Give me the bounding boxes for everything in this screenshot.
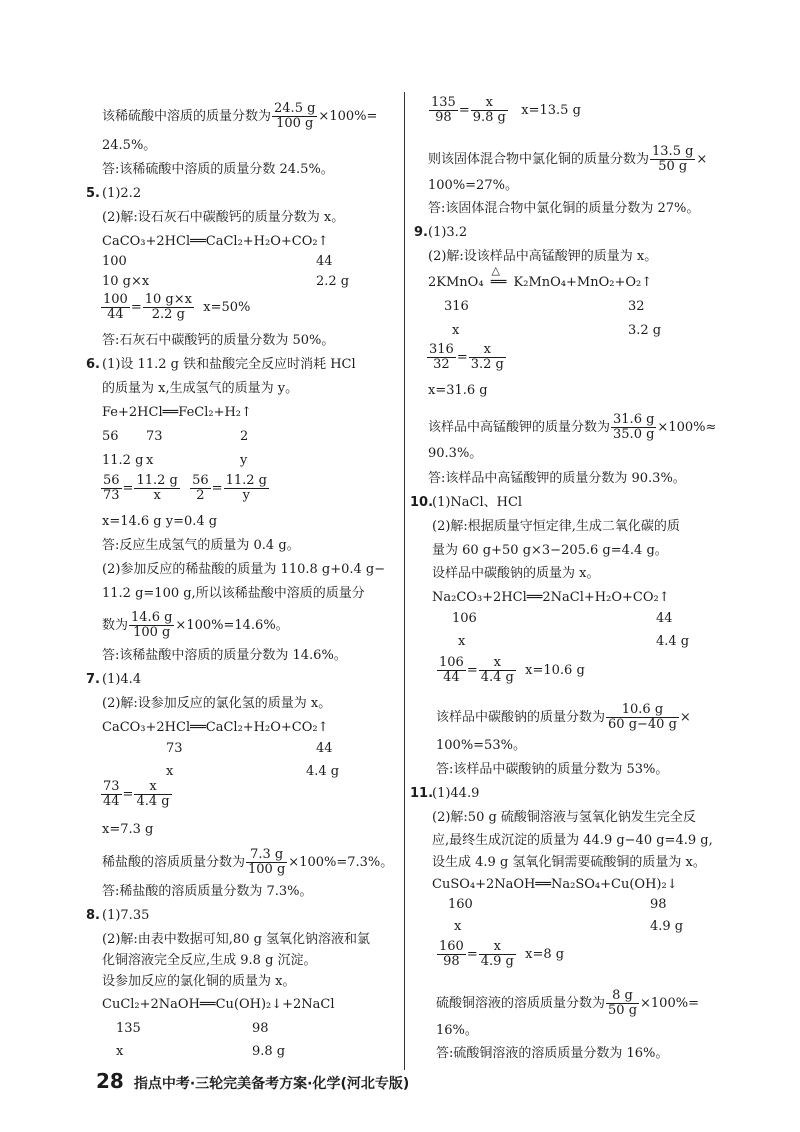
line: 11.2 g=100 g,所以该稀盐酸中溶质的质量分 bbox=[102, 586, 365, 601]
line: 应,最终生成沉淀的质量为 44.9 g−40 g=4.9 g, bbox=[432, 833, 713, 848]
question-number: 11. bbox=[410, 786, 434, 801]
numerator: 8 g bbox=[606, 989, 639, 1004]
proportion: $\frac{135}{98}$ = $\frac{x}{9.8 g}$ x=13.5 g bbox=[431, 95, 581, 125]
quantity: 3.2 g bbox=[628, 323, 662, 338]
numerator: 316 bbox=[429, 342, 454, 357]
numerator: 31.6 g bbox=[613, 412, 655, 427]
line: 设参加反应的氯化铜的质量为 x。 bbox=[102, 974, 296, 989]
text: 数为 bbox=[102, 618, 129, 633]
proportion: $\frac{56}{73}$ = $\frac{11.2 g}{x}$ $\frac{56}{2}$ = $\frac{11.2 g}{y}$ bbox=[103, 473, 267, 503]
text: 该稀硫酸中溶质的质量分数为 bbox=[102, 109, 272, 124]
fraction bbox=[469, 343, 506, 372]
denominator: 50 g bbox=[658, 159, 688, 174]
line: (1)3.2 bbox=[428, 225, 468, 240]
denominator: 9.8 g bbox=[472, 110, 506, 125]
quantity: 4.4 g bbox=[656, 634, 690, 649]
molar-mass: 135 bbox=[116, 1021, 141, 1036]
denominator: x bbox=[153, 488, 161, 503]
denominator: 35.0 g bbox=[613, 427, 655, 442]
fraction bbox=[246, 848, 287, 877]
fraction bbox=[471, 96, 508, 125]
chemical-equation bbox=[428, 264, 653, 291]
line: (1)2.2 bbox=[102, 186, 142, 201]
line: 设生成 4.9 g 氢氧化铜需要硫酸铜的质量为 x。 bbox=[432, 855, 706, 870]
line: 16%。 bbox=[436, 1023, 478, 1038]
text: 稀盐酸的溶质质量分数为 bbox=[102, 855, 246, 870]
chemical-equation: Na₂CO₃+2HCl══2NaCl+H₂O+CO₂↑ bbox=[432, 590, 670, 605]
chemical-equation: CuCl₂+2NaOH══Cu(OH)₂↓+2NaCl bbox=[102, 997, 335, 1012]
result: x=10.6 g bbox=[525, 663, 585, 678]
denominator: 98 bbox=[435, 110, 452, 125]
denominator: 100 g bbox=[133, 625, 171, 640]
molar-mass: 2 bbox=[240, 429, 249, 444]
line: (1)NaCl、HCl bbox=[432, 495, 523, 510]
line: (1)44.9 bbox=[432, 786, 480, 801]
text: ×100%= bbox=[318, 109, 378, 124]
line: 90.3%。 bbox=[428, 446, 483, 461]
products: K₂MnO₄+MnO₂+O₂↑ bbox=[513, 275, 653, 290]
result: x=50% bbox=[203, 300, 251, 315]
proportion: $\frac{73}{44}$ = $\frac{x}{4.4 g}$ bbox=[103, 779, 170, 809]
line bbox=[436, 703, 691, 732]
fraction bbox=[479, 940, 516, 969]
fraction bbox=[427, 343, 456, 372]
line bbox=[428, 145, 707, 174]
molar-mass: 44 bbox=[316, 254, 333, 269]
line: 100%=27%。 bbox=[428, 178, 518, 193]
numerator: 11.2 g bbox=[136, 473, 178, 488]
answer: 答:石灰石中碳酸钙的质量分数为 50%。 bbox=[102, 333, 335, 348]
denominator: 2.2 g bbox=[151, 307, 185, 322]
quantity: x bbox=[146, 453, 154, 468]
answer: 答:该稀盐酸中溶质的质量分数为 14.6%。 bbox=[102, 648, 347, 663]
line: (2)解:50 g 硫酸铜溶液与氢氧化钠发生完全反 bbox=[432, 810, 696, 825]
fraction bbox=[606, 989, 639, 1018]
fraction bbox=[272, 102, 317, 131]
text: ×100%=7.3%。 bbox=[288, 855, 394, 870]
molar-mass: 98 bbox=[650, 897, 667, 912]
denominator: 32 bbox=[433, 357, 450, 372]
numerator: 135 bbox=[431, 95, 456, 110]
text: × bbox=[679, 710, 691, 725]
fraction bbox=[437, 940, 466, 969]
denominator: 44 bbox=[103, 794, 120, 809]
page-number: 28 bbox=[96, 1069, 124, 1093]
molar-mass: 98 bbox=[252, 1021, 269, 1036]
denominator: 2 bbox=[196, 488, 205, 503]
quantity: 10 g×x bbox=[102, 274, 150, 289]
fraction bbox=[437, 656, 466, 685]
line bbox=[102, 102, 377, 131]
numerator: 106 bbox=[439, 655, 464, 670]
numerator: 73 bbox=[103, 779, 120, 794]
proportion: $\frac{100}{44}$ = $\frac{10 g\times x}{2.2 g}$ x=50% bbox=[103, 292, 251, 322]
quantity: 2.2 g bbox=[316, 274, 350, 289]
line bbox=[428, 413, 716, 442]
numerator: 11.2 g bbox=[225, 473, 267, 488]
question-number: 7. bbox=[86, 672, 100, 687]
quantity: x bbox=[458, 634, 466, 649]
numerator: 7.3 g bbox=[246, 848, 287, 863]
molar-mass: 106 bbox=[452, 611, 477, 626]
molar-mass: 316 bbox=[444, 299, 469, 314]
answer: 答:该固体混合物中氯化铜的质量分数为 27%。 bbox=[428, 201, 700, 216]
result: x=13.5 g bbox=[521, 103, 581, 118]
quantity: 11.2 g bbox=[102, 453, 144, 468]
fraction bbox=[190, 474, 211, 503]
quantity: x bbox=[116, 1044, 124, 1059]
result: x=7.3 g bbox=[102, 822, 154, 837]
numerator: 14.6 g bbox=[131, 610, 173, 625]
molar-mass: 56 bbox=[102, 429, 119, 444]
fraction bbox=[134, 474, 179, 503]
line: 设样品中碳酸钠的质量为 x。 bbox=[432, 566, 600, 581]
fraction bbox=[224, 474, 269, 503]
quantity: x bbox=[166, 764, 174, 779]
denominator: 4.4 g bbox=[480, 670, 514, 685]
denominator: 60 g−40 g bbox=[608, 717, 677, 732]
numerator: 160 bbox=[439, 939, 464, 954]
fraction bbox=[129, 611, 174, 640]
line: (1)设 11.2 g 铁和盐酸完全反应时消耗 HCl bbox=[102, 357, 356, 372]
quantity: 4.9 g bbox=[650, 919, 684, 934]
line: 100%=53%。 bbox=[436, 738, 526, 753]
question-number: 9. bbox=[414, 225, 428, 240]
molar-mass: 160 bbox=[448, 897, 473, 912]
numerator: x bbox=[479, 656, 516, 671]
molar-mass: 73 bbox=[146, 429, 163, 444]
text: × bbox=[696, 152, 708, 167]
line: (2)解:设石灰石中碳酸钙的质量分数为 x。 bbox=[102, 210, 345, 225]
denominator: 4.4 g bbox=[136, 794, 170, 809]
line: (2)解:设该样品中高锰酸钾的质量为 x。 bbox=[428, 249, 658, 264]
numerator: 56 bbox=[103, 473, 120, 488]
line: (1)7.35 bbox=[102, 908, 150, 923]
molar-mass: 44 bbox=[316, 741, 333, 756]
result: x=8 g bbox=[525, 947, 565, 962]
text: ×100%=14.6%。 bbox=[175, 618, 289, 633]
text: 该样品中高锰酸钾的质量分数为 bbox=[428, 420, 611, 435]
numerator: 10 g×x bbox=[144, 292, 192, 307]
question-number: 5. bbox=[86, 186, 100, 201]
fraction bbox=[134, 780, 171, 809]
denominator: 98 bbox=[443, 954, 460, 969]
question-number: 6. bbox=[86, 357, 100, 372]
text: ×100%≈ bbox=[657, 420, 717, 435]
fraction bbox=[101, 474, 122, 503]
numerator: x bbox=[479, 940, 516, 955]
result: x=31.6 g bbox=[428, 383, 488, 398]
fraction bbox=[101, 293, 130, 322]
denominator: 3.2 g bbox=[470, 357, 504, 372]
line bbox=[102, 848, 393, 877]
proportion: $\frac{316}{32}$ = $\frac{x}{3.2 g}$ bbox=[429, 342, 504, 372]
quantity: x bbox=[452, 323, 460, 338]
line: 24.5%。 bbox=[102, 138, 157, 153]
chemical-equation: CaCO₃+2HCl══CaCl₂+H₂O+CO₂↑ bbox=[102, 234, 329, 249]
numerator: 100 bbox=[103, 292, 128, 307]
question-number: 8. bbox=[86, 908, 100, 923]
text: ×100%= bbox=[640, 996, 699, 1011]
chemical-equation: CuSO₄+2NaOH══Na₂SO₄+Cu(OH)₂↓ bbox=[432, 877, 678, 892]
heat-arrow: △ ══ bbox=[490, 264, 507, 290]
fraction bbox=[429, 96, 458, 125]
line: (2)解:设参加反应的氯化氢的质量为 x。 bbox=[102, 696, 332, 711]
numerator: x bbox=[134, 780, 171, 795]
numerator: 24.5 g bbox=[274, 101, 316, 116]
result: x=14.6 g y=0.4 g bbox=[102, 514, 218, 529]
fraction bbox=[143, 293, 194, 322]
molar-mass: 73 bbox=[166, 741, 183, 756]
molar-mass: 100 bbox=[102, 254, 127, 269]
numerator: x bbox=[471, 96, 508, 111]
line: (1)4.4 bbox=[102, 672, 142, 687]
line: 的质量为 x,生成氢气的质量为 y。 bbox=[102, 381, 299, 396]
quantity: y bbox=[240, 453, 248, 468]
molar-mass: 32 bbox=[628, 299, 645, 314]
chemical-equation: CaCO₃+2HCl══CaCl₂+H₂O+CO₂↑ bbox=[102, 720, 329, 735]
text: 该样品中碳酸钠的质量分数为 bbox=[436, 710, 606, 725]
answer: 答:该稀硫酸中溶质的质量分数 24.5%。 bbox=[102, 162, 334, 177]
denominator: 50 g bbox=[608, 1003, 638, 1018]
quantity: 9.8 g bbox=[252, 1044, 286, 1059]
denominator: y bbox=[242, 488, 250, 503]
reactant: 2KMnO₄ bbox=[428, 275, 484, 290]
text: 硫酸铜溶液的溶质质量分数为 bbox=[436, 996, 606, 1011]
denominator: 44 bbox=[107, 307, 124, 322]
line bbox=[102, 611, 289, 640]
text: 则该固体混合物中氯化铜的质量分数为 bbox=[428, 152, 650, 167]
question-number: 10. bbox=[410, 495, 434, 510]
proportion: $\frac{160}{98}$ = $\frac{x}{4.9 g}$ x=8 g bbox=[439, 939, 565, 969]
column-divider bbox=[404, 92, 405, 1070]
line: 量为 60 g+50 g×3−205.6 g=4.4 g。 bbox=[432, 543, 668, 558]
chemical-equation: Fe+2HCl══FeCl₂+H₂↑ bbox=[102, 405, 252, 420]
line: (2)解:根据质量守恒定律,生成二氧化碳的质 bbox=[432, 519, 680, 534]
answer: 答:硫酸铜溶液的溶质质量分数为 16%。 bbox=[436, 1046, 669, 1061]
numerator: 13.5 g bbox=[652, 144, 694, 159]
denominator: 4.9 g bbox=[480, 954, 514, 969]
line: (2)解:由表中数据可知,80 g 氢氧化钠溶液和氯 bbox=[102, 932, 371, 947]
page-footer bbox=[96, 1069, 409, 1093]
answer: 答:反应生成氢气的质量为 0.4 g。 bbox=[102, 538, 300, 553]
molar-mass: 44 bbox=[656, 611, 673, 626]
answer: 答:该样品中碳酸钠的质量分数为 53%。 bbox=[436, 762, 669, 777]
denominator: 73 bbox=[103, 488, 120, 503]
fraction bbox=[101, 780, 122, 809]
denominator: 100 g bbox=[276, 116, 314, 131]
proportion: $\frac{106}{44}$ = $\frac{x}{4.4 g}$ x=10.6 g bbox=[439, 655, 585, 685]
numerator: 56 bbox=[192, 473, 209, 488]
denominator: 44 bbox=[443, 670, 460, 685]
answer: 答:该样品中高锰酸钾的质量分数为 90.3%。 bbox=[428, 471, 686, 486]
denominator: 100 g bbox=[248, 862, 286, 877]
fraction bbox=[606, 703, 679, 732]
line: (2)参加反应的稀盐酸的质量为 110.8 g+0.4 g− bbox=[102, 562, 386, 577]
line: 化铜溶液完全反应,生成 9.8 g 沉淀。 bbox=[102, 953, 317, 968]
answer: 答:稀盐酸的溶质质量分数为 7.3%。 bbox=[102, 884, 313, 899]
numerator: 10.6 g bbox=[606, 703, 679, 718]
numerator: x bbox=[469, 343, 506, 358]
fraction bbox=[479, 656, 516, 685]
quantity: 4.4 g bbox=[306, 764, 340, 779]
line bbox=[436, 989, 699, 1018]
fraction bbox=[611, 413, 656, 442]
book-title: 指点中考·三轮完美备考方案·化学(河北专版) bbox=[133, 1076, 410, 1092]
triangle-icon: △ bbox=[491, 264, 501, 277]
quantity: x bbox=[454, 919, 462, 934]
fraction bbox=[650, 145, 695, 174]
